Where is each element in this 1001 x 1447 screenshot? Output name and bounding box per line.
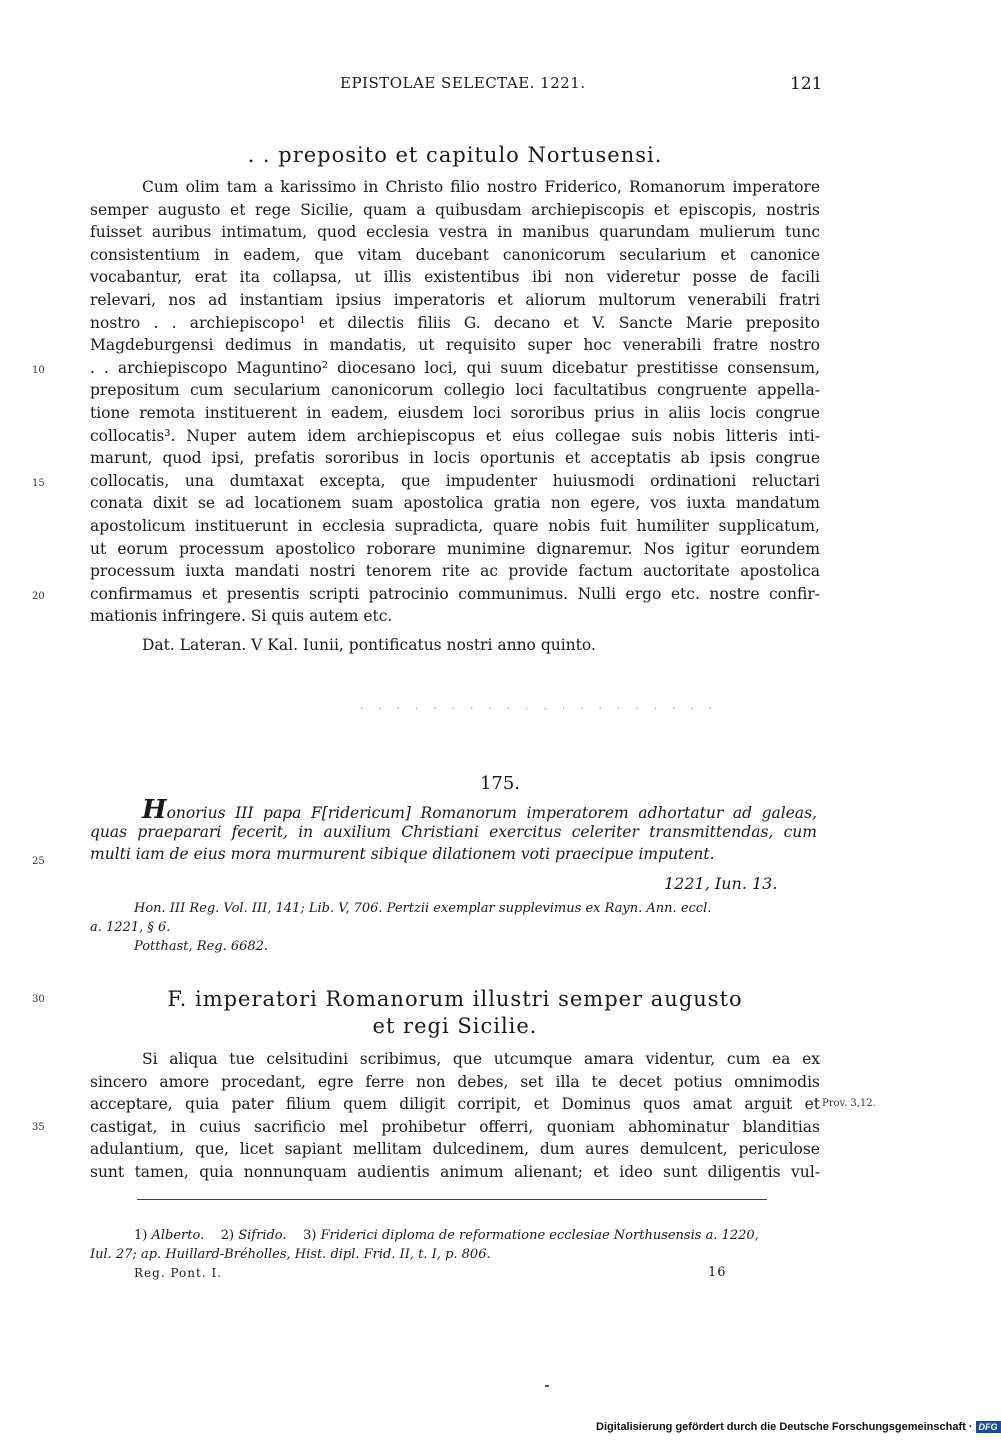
text-line: sincero amore procedant, egre ferre non debes, set illa te decet potius omnimodis [90,1072,820,1091]
footnote-1-text: Alberto. [151,1228,205,1243]
footnote-2-text: Sifrido. [238,1228,287,1243]
text-line: consistentium in eadem, que vitam ducebant canonicorum secularium et canonice [90,245,820,264]
text-line: nostro . . archiepiscopo¹ et dilectis filiis G. decano et V. Sancte Marie preposito [90,313,820,332]
footnote-rule [137,1199,767,1200]
footnote-line [90,1245,820,1264]
running-head [0,74,1000,98]
text-line: confirmamus et presentis scripti patrocinio communimus. Nulli ergo etc. nostre confir- [90,584,820,603]
text-line: Magdeburgensi dedimus in mandatis, ut requisito super hoc venerabili fratre nostro [90,336,820,355]
source-line: Potthast, Reg. 6682. [134,939,269,954]
document-summary [90,795,817,865]
footer-text: Digitalisierung gefördert durch die Deutsche Forschungsgemeinschaft · [596,1421,973,1433]
footnote-3-number: 3) [303,1228,317,1243]
running-title: EPISTOLAE SELECTAE. 1221. [340,74,586,92]
source-references [90,899,820,956]
document-date: 1221, Iun. 13. [664,874,778,893]
letter2-salutation-cont: et regi Sicilie. [372,1014,538,1038]
text-line: fuisset auribus intimatum, quod ecclesia vestra in manibus quarundam mulierum tunc [90,223,820,242]
letter2-body [90,1048,820,1184]
source-line: Hon. III Reg. Vol. III, 141; Lib. V, 706. Pertzii exemplar supplevimus ex Rayn. Ann. eccl. [134,901,712,916]
letter1-salutation: . . preposito et capitulo Nortusensi. [247,143,663,167]
source-line: a. 1221, § 6. [90,920,171,935]
line-number: 10 [32,365,45,376]
footnote-3-text: Friderici diploma de reformatione ecclesiae Northusensis a. 1220, [320,1228,759,1243]
signature-label: Reg. Pont. I. [134,1266,222,1280]
footnote-line [90,1226,820,1245]
text-line: vocabantur, erat ita collapsa, ut illis existentibus ibi non videretur posse de facili [90,268,820,287]
line-number: 30 [32,994,45,1005]
text-line: marunt, quod ipsi, prefatis sororibus in locis oportunis et acceptatis ab ipsis congrue [90,449,820,468]
document-number: 175. [479,773,521,794]
line-number: 25 [32,856,45,867]
text-line: Si aliqua tue celsitudini scribimus, que utcumque amara videntur, cum ea ex [142,1050,820,1068]
letter1-body [90,176,820,628]
summary-line: quas praeparari fecerit, in auxilium Christiani exercitus celeriter transmittendas, cum [90,823,817,841]
text-line: . . archiepiscopo Maguntino² diocesano loci, qui suum dicebatur prestitisse consensum, [90,358,820,377]
text-line: collocatis³. Nuper autem idem archiepiscopus et eius collegae suis nobis litteris inti- [90,426,820,445]
footnotes [90,1226,820,1264]
text-line: semper augusto et rege Sicilie, quam a quibusdam archiepiscopis et episcopis, nostris [90,200,820,219]
text-line: ut eorum processum apostolico roborare munimine dignaremur. Nos igitur eorundem [90,539,820,558]
text-line: prepositum cum secularium canonicorum collegio loci facultatibus congruente appella- [90,381,820,400]
line-number: 15 [32,478,45,489]
digitization-footer [596,1421,1001,1433]
line-number: 35 [32,1122,45,1133]
text-line: mationis infringere. Si quis autem etc. [90,607,393,626]
text-line: Cum olim tam a karissimo in Christo filio nostro Friderico, Romanorum imperatore [142,178,820,196]
dotted-separator: · · · · · · · · · · · · · · · · · · · · [360,704,718,715]
text-line: castigat, in cuius sacrificio mel prohibetur offerri, quoniam abhominatur blanditias [90,1117,820,1136]
text-line: adulantium, que, licet sapiant mellitam dulcedinem, dum aures demulcent, periculose [90,1140,820,1159]
summary-initial: H [142,795,167,825]
letter1-dating: Dat. Lateran. V Kal. Iunii, pontificatus nostri anno quinto. [142,636,596,654]
page-number: 121 [790,74,823,94]
text-line: conata dixit se ad locationem suam apostolica gratia non egere, vos iuxta mandatum [90,494,820,513]
summary-line [90,795,817,825]
text-line: collocatis, una dumtaxat excepta, que impudenter huiusmodi ordinationi reluctari [90,471,820,490]
letter2-salutation: F. imperatori Romanorum illustri semper augusto [167,987,743,1011]
signature-number: 16 [708,1265,727,1280]
line-number: 20 [32,591,45,602]
summary-text: onorius III papa F[ridericum] Romanorum imperatorem adhortatur ad galeas, [166,804,817,822]
text-line: acceptare, quia pater filium quem diligit corripit, et Dominus quos amat arguit et [90,1095,820,1114]
text-line: processum iuxta mandati nostri tenorem rite ac provide factum auctoritate apostolica [90,562,820,581]
summary-line: multi iam de eius mora murmurent sibique dilationem voti praecipue imputent. [90,845,715,863]
scan-speck [545,1385,549,1387]
footnote-1-number: 1) [134,1228,148,1243]
text-line: apostolicum instituerunt in ecclesia supradicta, quare nobis fuit humiliter supplicatum, [90,516,820,535]
marginal-reference: Prov. 3,12. [822,1098,876,1109]
text-line: tione remota instituerent in eadem, eiusdem loci sororibus prius in aliis locis congrue [90,403,820,422]
text-line: sunt tamen, quia nonnunquam audientis animum alienant; et ideo sunt diligentis vul- [90,1162,820,1181]
footnote-3-continuation: Iul. 27; ap. Huillard-Bréholles, Hist. dipl. Frid. II, t. I, p. 806. [90,1247,491,1262]
text-line: relevari, nos ad instantiam ipsius imperatoris et aliorum multorum venerabili fratri [90,290,820,309]
footnote-2-number: 2) [220,1228,235,1243]
dfg-logo-icon: DFG [976,1421,1001,1433]
